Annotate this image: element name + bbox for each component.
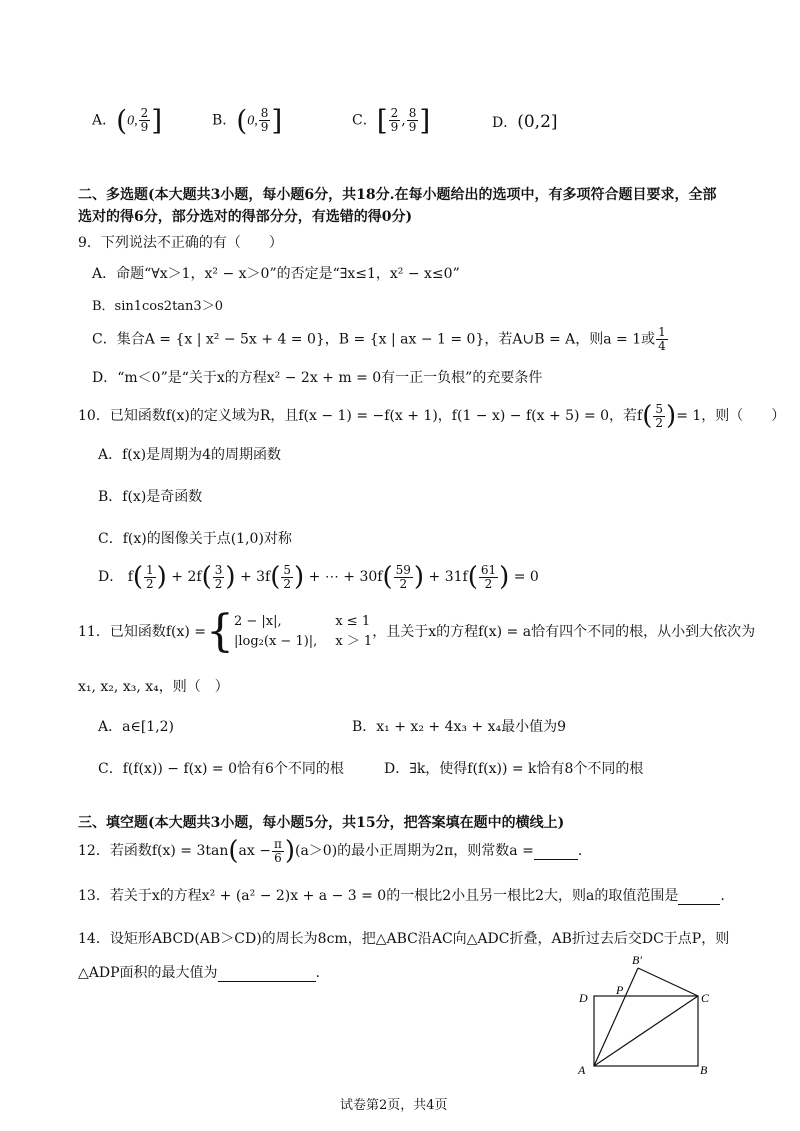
q11-line2: x₁, x₂, x₃, x₄，则（ ） xyxy=(78,679,229,695)
label-b: B xyxy=(700,1063,708,1077)
q10-stem: 10．已知函数f(x)的定义域为R，且f(x − 1) = −f(x + 1)，f(1 − x) − f(x + 5) = 0，若f( $\frac{5}{2}$ )= 1，则（ ） xyxy=(78,401,786,431)
q12-text: 12．若函数f(x) = 3tan(ax − $\frac{\pi}{6}$ )(a＞0)的最小正周期为2π，则常数a = . xyxy=(78,836,583,866)
q8-option-a: A．(0, $\frac{2}{9}$ ] xyxy=(92,104,163,137)
q10-option-a: A．f(x)是周期为4的周期函数 xyxy=(98,447,282,463)
section2-heading-line1: 二、多选题(本大题共3小题，每小题6分，共18分.在每小题给出的选项中，有多项符合题目要求，全部 xyxy=(78,187,717,203)
q10-d-term: + 31f( $\frac{61}{2}$ ) xyxy=(428,562,510,592)
q9-option-a: A．命题“∀x＞1，x² − x＞0”的否定是“∃x≤1，x² − x≤0” xyxy=(92,266,460,282)
section2-heading-line2: 选对的得6分，部分选对的得部分分，有选错的得0分) xyxy=(78,209,413,225)
q11-option-d: D．∃k，使得f(f(x)) = k恰有8个不同的根 xyxy=(384,761,644,777)
q9-stem: 9．下列说法不正确的有（ ） xyxy=(78,235,283,251)
q11-stem: 11．已知函数f(x) ={2 − |x|, |log₂(x − 1)|,x ≤ 1 x ＞ 1，且关于x的方程f(x) = a恰有四个不同的根，从小到大依次为 xyxy=(78,606,756,657)
q8-option-c: C．[ $\frac{2}{9}$ , $\frac{8}{9}$ ] xyxy=(352,104,431,137)
q10-d-term: + 2f( $\frac{3}{2}$ ) xyxy=(171,562,236,592)
label-a: A xyxy=(578,1063,586,1077)
label-p: P xyxy=(616,983,624,997)
q8-option-b: B．(0, $\frac{8}{9}$ ] xyxy=(212,104,283,137)
q11-option-c: C．f(f(x)) − f(x) = 0恰有6个不同的根 xyxy=(98,761,344,777)
q10-d-term: f( $\frac{1}{2}$ ) xyxy=(127,562,167,592)
label-d: D xyxy=(579,991,588,1005)
q13-text: 13．若关于x的方程x² + (a² − 2)x + a − 3 = 0的一根比2小且另一根比2大，则a的取值范围是 . xyxy=(78,888,725,904)
q13-answer-blank[interactable] xyxy=(678,888,720,905)
section3-heading: 三、填空题(本大题共3小题，每小题5分，共15分，把答案填在题中的横线上) xyxy=(78,815,565,831)
q11-option-b: B．x₁ + x₂ + 4x₃ + x₄最小值为9 xyxy=(352,719,567,735)
q12-answer-blank[interactable] xyxy=(534,843,578,860)
page-footer: 试卷第2页，共4页 xyxy=(340,1098,448,1113)
q14-answer-blank[interactable] xyxy=(218,965,316,982)
q14-line1: 14．设矩形ABCD(AB＞CD)的周长为8cm，把△ABC沿AC向△ADC折叠，AB折过去后交DC于点P，则 xyxy=(78,931,730,947)
q9-option-b: B．sin1cos2tan3＞0 xyxy=(92,299,223,314)
label-c: C xyxy=(701,991,710,1005)
q10-option-c: C．f(x)的图像关于点(1,0)对称 xyxy=(98,531,292,547)
q9-option-d: D．“m＜0”是“关于x的方程x² − 2x + m = 0有一正一负根”的充要条件 xyxy=(92,370,543,386)
q10-option-b: B．f(x)是奇函数 xyxy=(98,489,203,505)
q9-option-c: C．集合A = {x | x² − 5x + 4 = 0}，B = {x | ax − 1 = 0}，若A∪B = A，则a = 1或 $\frac{1}{4}$ xyxy=(92,325,666,353)
q10-d-term: + ⋯ + 30f( $\frac{59}{2}$ ) xyxy=(308,562,425,592)
rectangle-fold-figure xyxy=(568,950,718,1078)
q10-option-d: D． f( $\frac{1}{2}$ ) + 2f( $\frac{3}{2}$ ) + 3f( $\frac{5}{2}$ ) + ⋯ + 30f( $\frac{59}{2}$ ) + 31f( $\frac{61}{2}$ ) = 0 xyxy=(98,562,539,592)
q14-line2: △ADP面积的最大值为 . xyxy=(78,965,320,981)
segment-b-prime-c xyxy=(638,968,698,996)
q11-option-a: A．a∈[1,2) xyxy=(98,719,175,735)
q8-option-d: D．(0,2] xyxy=(492,112,558,132)
label-b-prime: B′ xyxy=(632,953,642,967)
q10-d-term: + 3f( $\frac{5}{2}$ ) xyxy=(239,562,305,592)
